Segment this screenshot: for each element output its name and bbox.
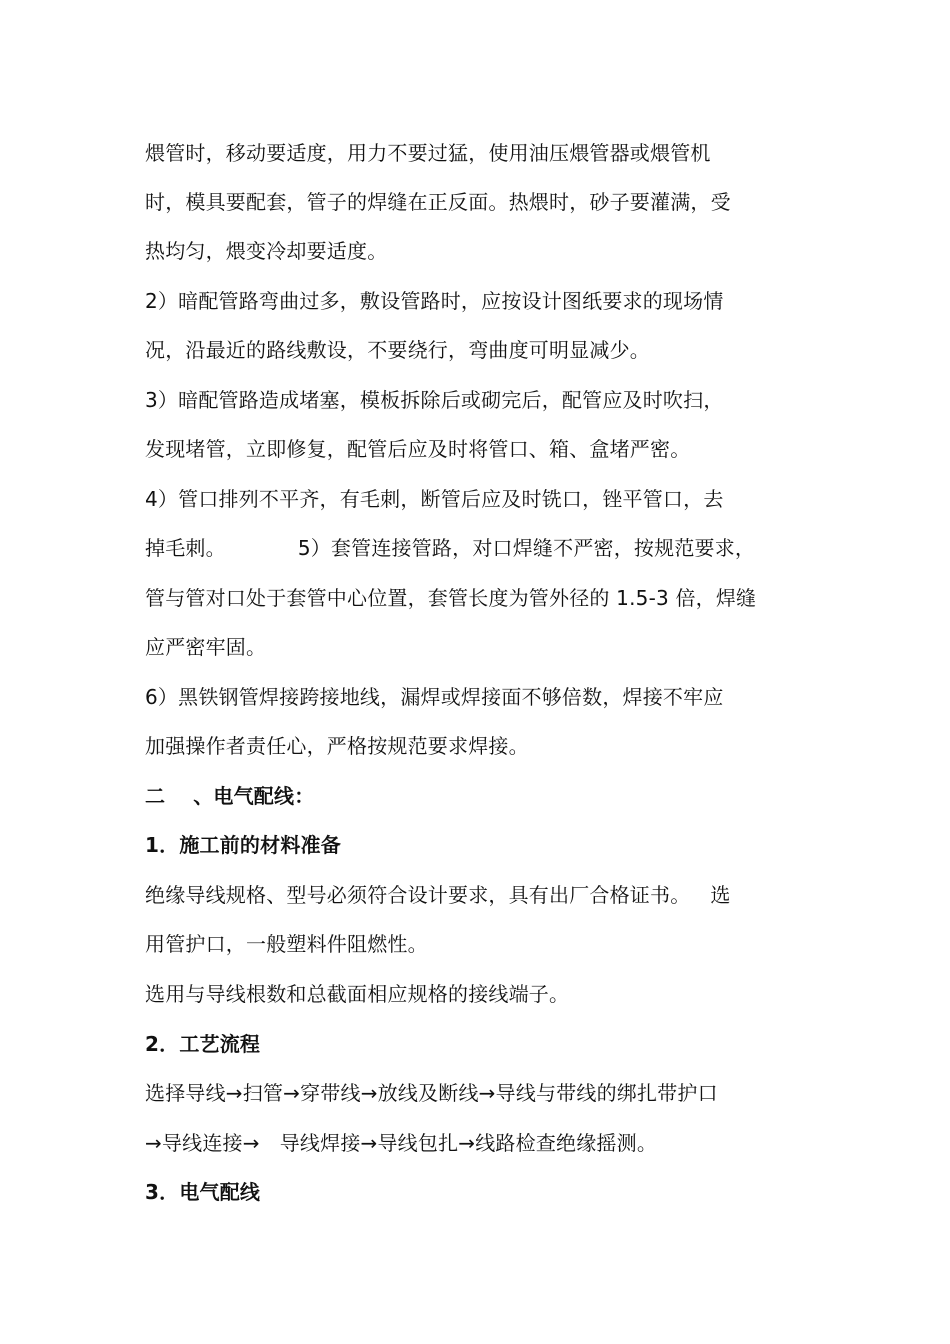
paragraph-line: 管与管对口处于套管中心位置，套管长度为管外径的 1.5-3 倍，焊缝 — [145, 586, 757, 610]
list-item-6: 6）黑铁钢管焊接跨接地线，漏焊或焊接面不够倍数，焊接不牢应 — [145, 685, 724, 709]
section-heading — [145, 782, 805, 810]
subsection-heading-3: 3．电气配线 — [145, 1180, 261, 1204]
paragraph-line: 选择导线→扫管→穿带线→放线及断线→导线与带线的绑扎带护口 — [145, 1081, 718, 1105]
list-item-2: 2）暗配管路弯曲过多，敷设管路时，应按设计图纸要求的现场情 — [145, 289, 724, 313]
paragraph-line: 选用与导线根数和总截面相应规格的接线端子。 — [145, 982, 570, 1006]
paragraph-line: 用管护口，一般塑料件阻燃性。 — [145, 932, 428, 956]
section-title: 、电气配线： — [193, 784, 315, 808]
paragraph-line: 况，沿最近的路线敷设，不要绕行，弯曲度可明显减少。 — [145, 338, 650, 362]
line-segment: 选 — [710, 883, 731, 907]
line-segment: 掉毛刺。 — [145, 536, 226, 560]
paragraph-line: 时，模具要配套，管子的焊缝在正反面。热煨时，砂子要灌满，受 — [145, 190, 731, 214]
paragraph-line: 发现堵管，立即修复，配管后应及时将管口、箱、盒堵严密。 — [145, 437, 691, 461]
paragraph-line: 应严密牢固。 — [145, 635, 267, 659]
paragraph-line — [145, 1129, 805, 1157]
paragraph-line: 加强操作者责任心，严格按规范要求焊接。 — [145, 734, 529, 758]
paragraph-line: 热均匀，煨变冷却要适度。 — [145, 239, 388, 263]
list-item-4: 4）管口排列不平齐，有毛刺，断管后应及时铣口，锉平管口，去 — [145, 487, 724, 511]
line-segment: 绝缘导线规格、型号必须符合设计要求，具有出厂合格证书。 — [145, 883, 691, 907]
subsection-heading-1: 1．施工前的材料准备 — [145, 833, 341, 857]
paragraph-line: 煨管时，移动要适度，用力不要过猛，使用油压煨管器或煨管机 — [145, 141, 711, 165]
line-segment: →导线连接→ — [145, 1131, 260, 1155]
section-number: 二 — [145, 784, 166, 808]
list-item-5: 5）套管连接管路，对口焊缝不严密，按规范要求， — [297, 536, 756, 560]
line-segment: 导线焊接→导线包扎→线路检查绝缘摇测。 — [279, 1131, 658, 1155]
paragraph-line — [145, 881, 805, 909]
list-item-3: 3）暗配管路造成堵塞，模板拆除后或砌完后，配管应及时吹扫， — [145, 388, 724, 412]
paragraph-line — [145, 534, 805, 562]
subsection-heading-2: 2．工艺流程 — [145, 1032, 261, 1056]
